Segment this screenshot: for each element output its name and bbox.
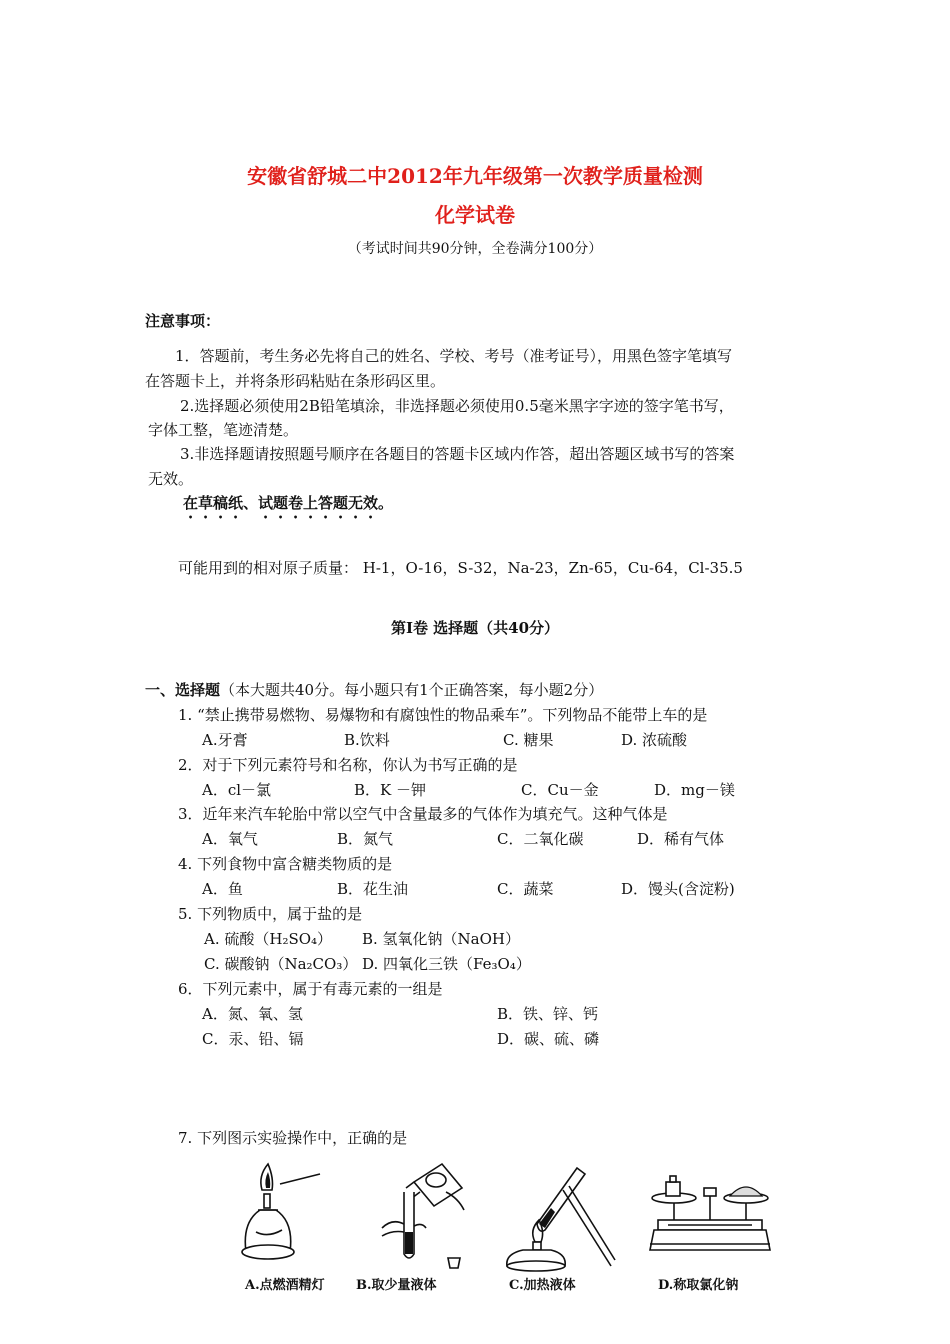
question-6-option-d[interactable]: D．碳、硫、磷: [497, 1030, 600, 1048]
question-1-option-b[interactable]: B.饮料: [344, 731, 390, 749]
part-header: [145, 679, 603, 700]
figure-label-a: A.点燃酒精灯: [245, 1278, 325, 1293]
question-6-stem: 6．下列元素中，属于有毒元素的一组是: [178, 980, 443, 998]
question-3-option-d[interactable]: D．稀有气体: [637, 830, 725, 848]
pouring-liquid-figure: [362, 1158, 472, 1273]
question-3-option-a[interactable]: A．氧气: [202, 830, 258, 848]
note-item-1-cont: 在答题卡上，并将条形码粘贴在条形码区里。: [145, 372, 446, 390]
paper-subtitle: 化学试卷: [435, 203, 515, 227]
question-3-option-c[interactable]: C．二氧化碳: [497, 830, 584, 848]
question-1-option-a[interactable]: A.牙膏: [202, 731, 248, 749]
question-4-option-c[interactable]: C．蔬菜: [497, 880, 554, 898]
question-4-stem: 4. 下列食物中富含糖类物质的是: [178, 855, 393, 873]
question-2-option-d[interactable]: D．mg－镁: [654, 781, 735, 799]
balance-figure: [648, 1164, 773, 1264]
atomic-masses: 可能用到的相对原子质量： H-1，O-16，S-32，Na-23，Zn-65，Cu-64，Cl-35.5: [178, 559, 743, 577]
question-4-option-a[interactable]: A．鱼: [202, 880, 243, 898]
exam-info: （考试时间共90分钟，全卷满分100分）: [347, 241, 603, 257]
question-2-option-a[interactable]: A．cl－氯: [202, 781, 272, 799]
question-3-stem: 3．近年来汽车轮胎中常以空气中含量最多的气体作为填充气。这种气体是: [178, 805, 668, 823]
question-6-option-c[interactable]: C．汞、铅、镉: [202, 1030, 304, 1048]
figure-label-d: D.称取氯化钠: [658, 1278, 739, 1293]
question-2-option-b[interactable]: B．K －钾: [354, 781, 426, 799]
part-description: （本大题共40分。每小题只有1个正确答案，每小题2分）: [220, 681, 604, 699]
question-1-option-d[interactable]: D. 浓硫酸: [621, 731, 688, 749]
figure-label-c: C.加热液体: [509, 1278, 576, 1293]
question-4-option-b[interactable]: B．花生油: [337, 880, 409, 898]
question-4-option-d[interactable]: D．馒头(含淀粉): [621, 880, 735, 898]
alcohol-lamp-figure: [232, 1162, 332, 1272]
note-item-3-cont: 无效。: [148, 470, 194, 488]
note-item-3: 3.非选择题请按照题号顺序在各题目的答题卡区域内作答，超出答题区域书写的答案: [180, 445, 735, 463]
note-emphasis: [183, 492, 393, 522]
note-item-2-cont: 字体工整，笔迹清楚。: [148, 421, 299, 439]
question-2-option-c[interactable]: C．Cu－金: [521, 781, 599, 799]
question-3-option-b[interactable]: B．氮气: [337, 830, 394, 848]
note-item-1: 1．答题前，考生务必先将自己的姓名、学校、考号（准考证号），用黑色签字笔填写: [175, 347, 733, 365]
figure-label-b: B.取少量液体: [356, 1278, 437, 1293]
question-1-stem: 1. “禁止携带易燃物、易爆物和有腐蚀性的物品乘车”。下列物品不能带上车的是: [178, 706, 708, 724]
note-item-2: 2.选择题必须使用2B铅笔填涂，非选择题必须使用0.5毫米黑字字迹的签字笔书写，: [180, 397, 734, 415]
part-heading: 一、选择题: [145, 681, 221, 699]
notes-heading: 注意事项：: [145, 312, 221, 330]
question-5-stem: 5. 下列物质中，属于盐的是: [178, 905, 363, 923]
question-1-option-c[interactable]: C. 糖果: [503, 731, 554, 749]
heating-liquid-figure: [493, 1158, 618, 1273]
paper-title: 安徽省舒城二中2012年九年级第一次教学质量检测: [247, 164, 703, 188]
question-6-option-a[interactable]: A．氮、氧、氢: [202, 1005, 303, 1023]
question-5-option-a[interactable]: A. 硫酸（H₂SO₄）: [204, 930, 333, 948]
section-title: 第Ⅰ卷 选择题（共40分）: [390, 619, 560, 637]
question-5-option-c[interactable]: C. 碳酸钠（Na₂CO₃）: [204, 955, 358, 973]
question-5-option-d[interactable]: D. 四氧化三铁（Fe₃O₄）: [362, 955, 531, 973]
question-5-option-b[interactable]: B. 氢氧化钠（NaOH）: [362, 930, 521, 948]
question-7-stem: 7. 下列图示实验操作中，正确的是: [178, 1129, 408, 1147]
emphasis-end: 。: [378, 494, 394, 512]
question-6-option-b[interactable]: B．铁、锌、钙: [497, 1005, 599, 1023]
emphasis-text: 在草稿纸、试题卷上答题无效: [183, 494, 379, 512]
question-2-stem: 2．对于下列元素符号和名称，你认为书写正确的是: [178, 756, 518, 774]
